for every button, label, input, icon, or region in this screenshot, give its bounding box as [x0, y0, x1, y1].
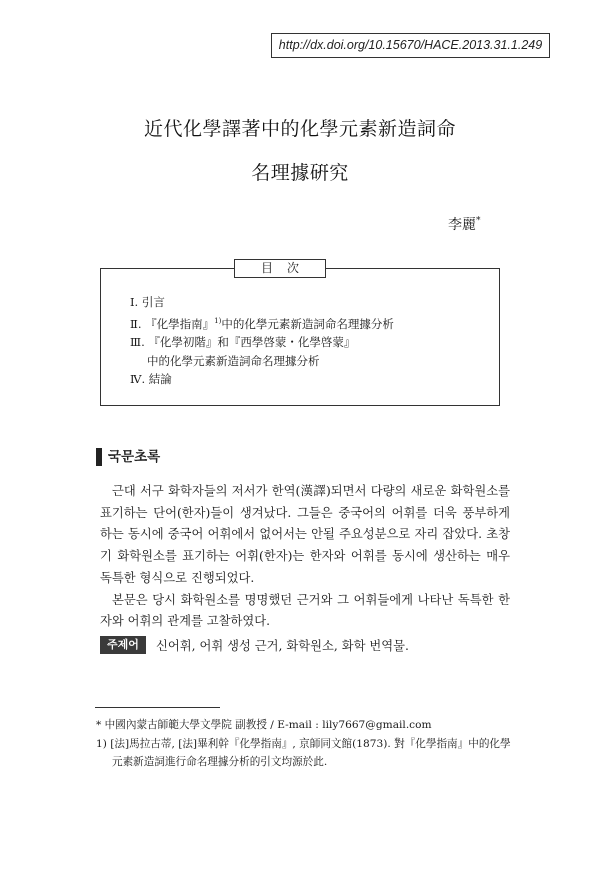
- toc-item-4: Ⅳ. 結論: [130, 372, 172, 386]
- abstract-body: [100, 481, 510, 633]
- toc-item-2-title: Ⅱ. 『化學指南』: [130, 316, 215, 331]
- keywords: [100, 634, 409, 654]
- toc-item-2: [130, 312, 394, 334]
- keywords-label: 주제어: [100, 636, 146, 654]
- abstract-heading-text: 국문초록: [108, 449, 161, 465]
- toc-header: 目次: [234, 259, 326, 278]
- footnote-1-continued: 元素新造詞進行命名理據分析的引文均源於此.: [112, 756, 328, 768]
- toc-item-3: Ⅲ. 『化學初階』和『西學啓蒙・化學啓蒙』: [130, 335, 356, 349]
- paper-title-line1: 近代化學譯著中的化學元素新造詞命: [143, 118, 456, 140]
- keywords-values: 신어휘, 어휘 생성 근거, 화학원소, 화학 번역물.: [156, 638, 409, 653]
- footnote-1: 1) [法]馬拉古蒂, [法]畢利幹『化學指南』, 京師同文館(1873). 對『化學指南』中的化學: [96, 737, 511, 750]
- toc-footnote-ref: 1): [214, 316, 222, 325]
- toc-item-3-continued: 中的化學元素新造詞命名理據分析: [147, 353, 320, 368]
- author-footnote-mark: *: [476, 216, 481, 226]
- toc-list: [130, 293, 394, 389]
- footnote-divider: [95, 707, 220, 708]
- author: [448, 214, 481, 234]
- heading-bar: [96, 448, 102, 466]
- footnotes: [96, 716, 511, 772]
- footnote-affiliation: * 中國內蒙古師範大學文學院 副教授 / E-mail : lily7667@gmail.com: [96, 719, 432, 731]
- toc-item-1: Ⅰ. 引言: [130, 295, 165, 309]
- abstract-paragraph-1: 근대 서구 화학자들의 저서가 한역(漢譯)되면서 다량의 새로운 화학원소를 표기하는 단어(한자)들이 생겨났다. 그들은 중국어의 어휘를 더욱 풍부하게 하는 동시에 중국어 어휘에서 없어서는 안될 주요성분으로 자리 잡았다. 초창기 화학원소를 표기하는 어휘(한자)는 한자와 어휘를 동시에 생산하는 매우 독특한 형식으로 진행되었다.: [100, 484, 510, 585]
- toc-item-2-rest: 中的化學元素新造詞命名理據分析: [221, 316, 394, 331]
- author-name: 李麗: [448, 217, 476, 233]
- doi-label: http://dx.doi.org/10.15670/HACE.2013.31.1.249: [271, 33, 550, 58]
- abstract-paragraph-2: 본문은 당시 화학원소를 명명했던 근거와 그 어휘들에게 나타난 독특한 한자와 어휘의 관계를 고찰하였다.: [100, 592, 510, 629]
- paper-title-line2: 名理據硏究: [251, 162, 349, 184]
